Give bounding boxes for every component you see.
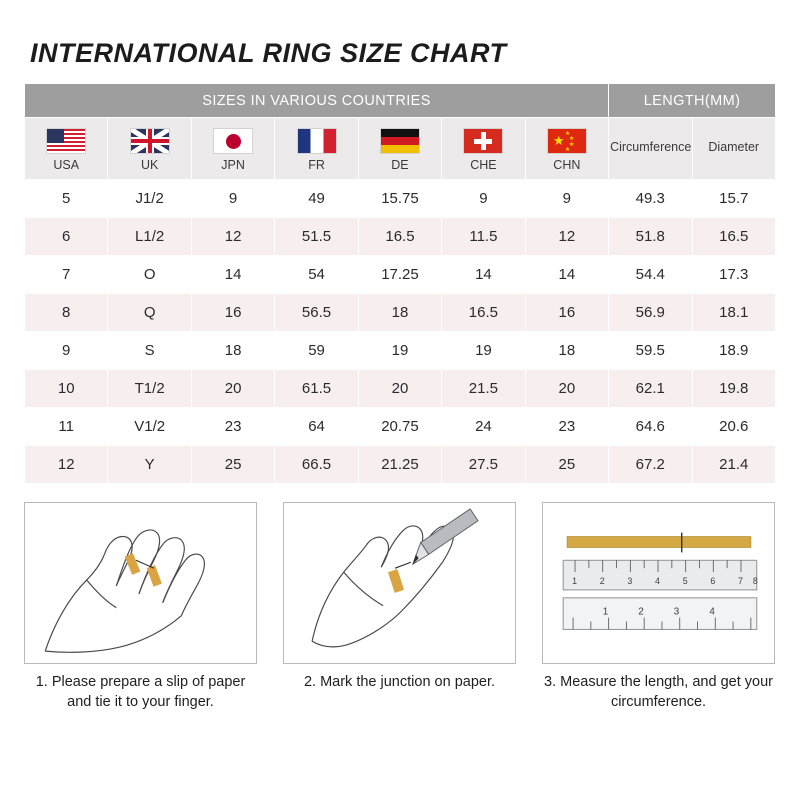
cell-de: 15.75: [358, 180, 441, 218]
column-header-chn: [525, 118, 608, 180]
column-header-fr: [275, 118, 358, 180]
cell-uk: Y: [108, 446, 191, 484]
cell-uk: L1/2: [108, 218, 191, 256]
cell-diameter: 16.5: [692, 218, 776, 256]
cell-circumference: 49.3: [609, 180, 692, 218]
cell-diameter: 18.1: [692, 294, 776, 332]
cell-jpn: 25: [191, 446, 274, 484]
cell-che: 9: [442, 180, 525, 218]
cell-jpn: 23: [191, 408, 274, 446]
cell-chn: 12: [525, 218, 608, 256]
cell-fr: 51.5: [275, 218, 358, 256]
page-title: INTERNATIONAL RING SIZE CHART: [30, 38, 507, 68]
column-header-che: [442, 118, 525, 180]
cell-che: 11.5: [442, 218, 525, 256]
cell-che: 19: [442, 332, 525, 370]
svg-text:5: 5: [682, 575, 688, 586]
cell-che: 24: [442, 408, 525, 446]
cell-circumference: 59.5: [609, 332, 692, 370]
column-header-jpn: [191, 118, 274, 180]
svg-text:1: 1: [602, 606, 609, 618]
table-row: [25, 446, 776, 484]
column-header-diameter: Diameter: [692, 118, 776, 180]
hand-paper-svg: [25, 503, 256, 663]
cell-diameter: 15.7: [692, 180, 776, 218]
cell-usa: 6: [25, 218, 108, 256]
flag-germany-icon: [380, 128, 420, 154]
column-header-circumference: Circumference: [609, 118, 692, 180]
flag-france-icon: [297, 128, 337, 154]
flag-usa-icon: [46, 128, 86, 154]
table-row: [25, 370, 776, 408]
cell-usa: 9: [25, 332, 108, 370]
svg-text:1: 1: [572, 575, 578, 586]
cell-usa: 5: [25, 180, 108, 218]
cell-uk: V1/2: [108, 408, 191, 446]
flag-china-icon: ★ ★ ★ ★ ★: [547, 128, 587, 154]
measuring-steps: [24, 502, 776, 712]
flag-switzerland-icon: [463, 128, 503, 154]
ring-size-table: [24, 83, 776, 484]
cell-jpn: 12: [191, 218, 274, 256]
cell-uk: Q: [108, 294, 191, 332]
hand-pen-svg: [284, 503, 515, 663]
cell-circumference: 56.9: [609, 294, 692, 332]
cell-uk: O: [108, 256, 191, 294]
cell-chn: 14: [525, 256, 608, 294]
table-row: [25, 256, 776, 294]
cell-de: 19: [358, 332, 441, 370]
column-header-de: [358, 118, 441, 180]
cell-jpn: 18: [191, 332, 274, 370]
cell-de: 17.25: [358, 256, 441, 294]
cell-de: 18: [358, 294, 441, 332]
cell-circumference: 62.1: [609, 370, 692, 408]
hand-with-paper-strip-illustration: [24, 502, 257, 664]
svg-text:4: 4: [655, 575, 660, 586]
cell-jpn: 20: [191, 370, 274, 408]
flag-japan-icon: [213, 128, 253, 154]
table-header: [25, 84, 776, 180]
cell-usa: 11: [25, 408, 108, 446]
group-header-countries: SIZES IN VARIOUS COUNTRIES: [25, 84, 609, 118]
cell-chn: 16: [525, 294, 608, 332]
cell-che: 27.5: [442, 446, 525, 484]
ruler-svg: [543, 503, 774, 663]
cell-fr: 56.5: [275, 294, 358, 332]
cell-fr: 49: [275, 180, 358, 218]
cell-jpn: 14: [191, 256, 274, 294]
table-row: [25, 408, 776, 446]
step-1: [24, 502, 257, 712]
cell-diameter: 18.9: [692, 332, 776, 370]
cell-circumference: 54.4: [609, 256, 692, 294]
cell-uk: J1/2: [108, 180, 191, 218]
step-2-caption: 2. Mark the junction on paper.: [303, 674, 496, 690]
cell-usa: 7: [25, 256, 108, 294]
cell-fr: 61.5: [275, 370, 358, 408]
svg-text:6: 6: [710, 575, 716, 586]
group-header-row: [25, 84, 776, 118]
group-header-length: LENGTH(MM): [609, 84, 776, 118]
cell-uk: T1/2: [108, 370, 191, 408]
cell-jpn: 9: [191, 180, 274, 218]
cell-diameter: 20.6: [692, 408, 776, 446]
column-label-jpn: JPN: [221, 158, 245, 172]
step-1-caption: 1. Please prepare a slip of paper and tie it to your finger.: [35, 674, 246, 710]
cell-diameter: 19.8: [692, 370, 776, 408]
svg-text:3: 3: [627, 575, 633, 586]
cell-de: 20: [358, 370, 441, 408]
column-label-uk: UK: [140, 158, 159, 172]
cell-chn: 25: [525, 446, 608, 484]
hand-marking-paper-with-pen-illustration: [283, 502, 516, 664]
column-label-chn: CHN: [553, 158, 581, 172]
cell-chn: 9: [525, 180, 608, 218]
table-body: [25, 180, 776, 484]
table-row: [25, 180, 776, 218]
cell-uk: S: [108, 332, 191, 370]
cell-che: 21.5: [442, 370, 525, 408]
column-label-de: DE: [391, 158, 409, 172]
cell-usa: 12: [25, 446, 108, 484]
cell-fr: 59: [275, 332, 358, 370]
cell-fr: 66.5: [275, 446, 358, 484]
cell-de: 20.75: [358, 408, 441, 446]
cell-chn: 23: [525, 408, 608, 446]
svg-text:2: 2: [638, 606, 644, 618]
cell-chn: 18: [525, 332, 608, 370]
table-row: [25, 332, 776, 370]
paper-strip-measured-with-ruler-illustration: [542, 502, 775, 664]
cell-chn: 20: [525, 370, 608, 408]
svg-text:8: 8: [752, 575, 758, 586]
column-header-uk: [108, 118, 191, 180]
cell-usa: 10: [25, 370, 108, 408]
svg-text:7: 7: [738, 575, 743, 586]
cell-jpn: 16: [191, 294, 274, 332]
table-row: [25, 218, 776, 256]
cell-circumference: 64.6: [609, 408, 692, 446]
cell-de: 21.25: [358, 446, 441, 484]
cell-de: 16.5: [358, 218, 441, 256]
cell-che: 14: [442, 256, 525, 294]
cell-fr: 64: [275, 408, 358, 446]
cell-usa: 8: [25, 294, 108, 332]
column-header-usa: [25, 118, 108, 180]
column-label-che: CHE: [470, 158, 497, 172]
svg-text:4: 4: [709, 606, 715, 618]
svg-text:2: 2: [599, 575, 605, 586]
step-3-caption: 3. Measure the length, and get your circumference.: [544, 674, 773, 710]
column-label-fr: FR: [308, 158, 325, 172]
cell-diameter: 17.3: [692, 256, 776, 294]
country-header-row: [25, 118, 776, 180]
step-2: [283, 502, 516, 712]
cell-circumference: 67.2: [609, 446, 692, 484]
cell-che: 16.5: [442, 294, 525, 332]
column-label-usa: USA: [53, 158, 80, 172]
flag-uk-icon: [130, 128, 170, 154]
cell-fr: 54: [275, 256, 358, 294]
step-3: [542, 502, 775, 712]
cell-circumference: 51.8: [609, 218, 692, 256]
cell-diameter: 21.4: [692, 446, 776, 484]
table-row: [25, 294, 776, 332]
svg-text:3: 3: [673, 606, 680, 618]
